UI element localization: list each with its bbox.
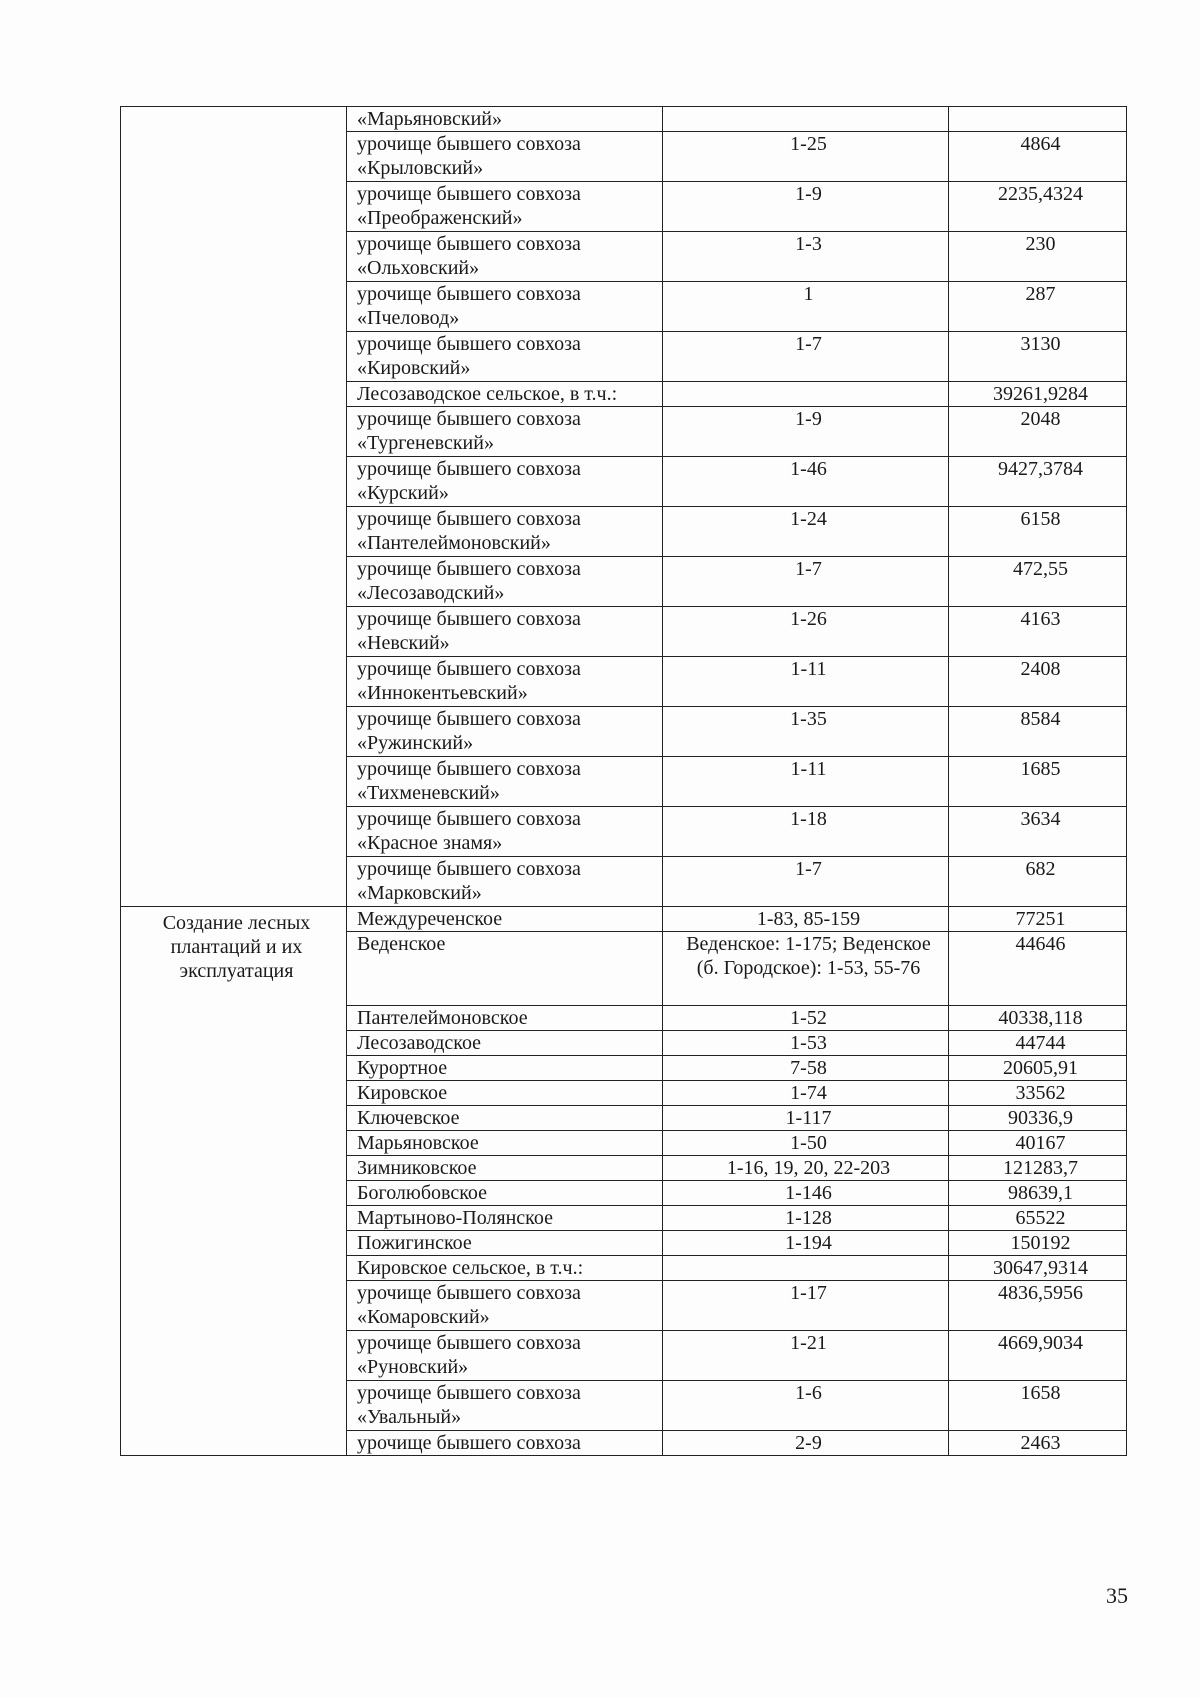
- area-value-cell: 1658: [949, 1381, 1127, 1431]
- quarter-numbers-cell: 1-7: [663, 857, 949, 907]
- area-value-cell: 4864: [949, 132, 1127, 182]
- area-name-cell: Кировское: [347, 1081, 663, 1106]
- area-name-cell: урочище бывшего совхоза «Кировский»: [347, 332, 663, 382]
- area-name-cell: урочище бывшего совхоза «Ружинский»: [347, 707, 663, 757]
- area-name-cell: Ключевское: [347, 1106, 663, 1131]
- quarter-numbers-cell: 1-9: [663, 407, 949, 457]
- quarter-numbers-cell: 1-17: [663, 1281, 949, 1331]
- area-value-cell: 20605,91: [949, 1056, 1127, 1081]
- area-value-cell: 44744: [949, 1031, 1127, 1056]
- area-value-cell: 33562: [949, 1081, 1127, 1106]
- quarter-numbers-cell: 7-58: [663, 1056, 949, 1081]
- forest-use-table: [120, 106, 1127, 1456]
- area-name-cell: урочище бывшего совхоза «Ольховский»: [347, 232, 663, 282]
- area-name-cell: урочище бывшего совхоза «Комаровский»: [347, 1281, 663, 1331]
- quarter-numbers-cell: [663, 382, 949, 407]
- area-value-cell: 9427,3784: [949, 457, 1127, 507]
- area-value-cell: 287: [949, 282, 1127, 332]
- area-value-cell: 98639,1: [949, 1181, 1127, 1206]
- quarter-numbers-cell: [663, 1256, 949, 1281]
- area-name-cell: урочище бывшего совхоза «Тургеневский»: [347, 407, 663, 457]
- quarter-numbers-cell: 1-194: [663, 1231, 949, 1256]
- quarter-numbers-cell: 1-16, 19, 20, 22-203: [663, 1156, 949, 1181]
- quarter-numbers-cell: 1-46: [663, 457, 949, 507]
- page-number: 35: [1106, 1583, 1128, 1608]
- area-name-cell: Пожигинское: [347, 1231, 663, 1256]
- quarter-numbers-cell: 1: [663, 282, 949, 332]
- table-row: [121, 107, 1127, 132]
- table-row: [121, 907, 1127, 932]
- area-value-cell: 4836,5956: [949, 1281, 1127, 1331]
- area-name-cell: урочище бывшего совхоза «Невский»: [347, 607, 663, 657]
- area-value-cell: 77251: [949, 907, 1127, 932]
- area-name-cell: урочище бывшего совхоза «Лесозаводский»: [347, 557, 663, 607]
- area-name-cell: урочище бывшего совхоза «Иннокентьевский»: [347, 657, 663, 707]
- quarter-numbers-cell: 1-35: [663, 707, 949, 757]
- area-name-cell: урочище бывшего совхоза «Крыловский»: [347, 132, 663, 182]
- quarter-numbers-cell: 1-11: [663, 757, 949, 807]
- area-name-cell: Кировское сельское, в т.ч.:: [347, 1256, 663, 1281]
- area-name-cell: урочище бывшего совхоза «Увальный»: [347, 1381, 663, 1431]
- area-value-cell: 6158: [949, 507, 1127, 557]
- area-value-cell: 39261,9284: [949, 382, 1127, 407]
- area-name-cell: Лесозаводское сельское, в т.ч.:: [347, 382, 663, 407]
- area-name-cell: Марьяновское: [347, 1131, 663, 1156]
- usage-type-cell: [121, 107, 347, 907]
- quarter-numbers-cell: 1-11: [663, 657, 949, 707]
- area-value-cell: 4163: [949, 607, 1127, 657]
- area-name-cell: Междуреченское: [347, 907, 663, 932]
- area-name-cell: урочище бывшего совхоза «Руновский»: [347, 1331, 663, 1381]
- area-name-cell: Мартыново-Полянское: [347, 1206, 663, 1231]
- quarter-numbers-cell: [663, 107, 949, 132]
- area-name-cell: урочище бывшего совхоза «Пчеловод»: [347, 282, 663, 332]
- area-name-cell: Лесозаводское: [347, 1031, 663, 1056]
- area-name-cell: урочище бывшего совхоза «Красное знамя»: [347, 807, 663, 857]
- quarter-numbers-cell: Веденское: 1-175; Веденское (б. Городское): 1-53, 55-76: [663, 932, 949, 1006]
- quarter-numbers-cell: 1-6: [663, 1381, 949, 1431]
- area-value-cell: 3634: [949, 807, 1127, 857]
- area-value-cell: 2408: [949, 657, 1127, 707]
- area-value-cell: 40338,118: [949, 1006, 1127, 1031]
- area-name-cell: урочище бывшего совхоза «Марковский»: [347, 857, 663, 907]
- area-value-cell: 230: [949, 232, 1127, 282]
- quarter-numbers-cell: 2-9: [663, 1431, 949, 1456]
- area-value-cell: 2048: [949, 407, 1127, 457]
- area-value-cell: 3130: [949, 332, 1127, 382]
- quarter-numbers-cell: 1-128: [663, 1206, 949, 1231]
- area-name-cell: Зимниковское: [347, 1156, 663, 1181]
- usage-type-cell: Создание лесных плантаций и их эксплуатация: [121, 907, 347, 1456]
- quarter-numbers-cell: 1-25: [663, 132, 949, 182]
- area-value-cell: 2463: [949, 1431, 1127, 1456]
- area-value-cell: 90336,9: [949, 1106, 1127, 1131]
- quarter-numbers-cell: 1-7: [663, 557, 949, 607]
- area-value-cell: 682: [949, 857, 1127, 907]
- area-name-cell: урочище бывшего совхоза «Пантелеймоновский»: [347, 507, 663, 557]
- quarter-numbers-cell: 1-53: [663, 1031, 949, 1056]
- area-value-cell: 40167: [949, 1131, 1127, 1156]
- area-value-cell: 65522: [949, 1206, 1127, 1231]
- quarter-numbers-cell: 1-74: [663, 1081, 949, 1106]
- area-value-cell: 30647,9314: [949, 1256, 1127, 1281]
- quarter-numbers-cell: 1-117: [663, 1106, 949, 1131]
- area-value-cell: 472,55: [949, 557, 1127, 607]
- quarter-numbers-cell: 1-21: [663, 1331, 949, 1381]
- area-name-cell: Пантелеймоновское: [347, 1006, 663, 1031]
- area-name-cell: Веденское: [347, 932, 663, 1006]
- area-value-cell: 2235,4324: [949, 182, 1127, 232]
- quarter-numbers-cell: 1-26: [663, 607, 949, 657]
- area-name-cell: Курортное: [347, 1056, 663, 1081]
- area-value-cell: 1685: [949, 757, 1127, 807]
- area-name-cell: урочище бывшего совхоза «Курский»: [347, 457, 663, 507]
- area-value-cell: 121283,7: [949, 1156, 1127, 1181]
- area-value-cell: 44646: [949, 932, 1127, 1006]
- quarter-numbers-cell: 1-7: [663, 332, 949, 382]
- area-name-cell: урочище бывшего совхоза «Тихменевский»: [347, 757, 663, 807]
- quarter-numbers-cell: 1-50: [663, 1131, 949, 1156]
- area-value-cell: 4669,9034: [949, 1331, 1127, 1381]
- quarter-numbers-cell: 1-18: [663, 807, 949, 857]
- area-name-cell: «Марьяновский»: [347, 107, 663, 132]
- area-name-cell: урочище бывшего совхоза: [347, 1431, 663, 1456]
- area-name-cell: Боголюбовское: [347, 1181, 663, 1206]
- quarter-numbers-cell: 1-52: [663, 1006, 949, 1031]
- quarter-numbers-cell: 1-3: [663, 232, 949, 282]
- area-value-cell: [949, 107, 1127, 132]
- area-value-cell: 8584: [949, 707, 1127, 757]
- quarter-numbers-cell: 1-24: [663, 507, 949, 557]
- quarter-numbers-cell: 1-83, 85-159: [663, 907, 949, 932]
- quarter-numbers-cell: 1-9: [663, 182, 949, 232]
- area-value-cell: 150192: [949, 1231, 1127, 1256]
- area-name-cell: урочище бывшего совхоза «Преображенский»: [347, 182, 663, 232]
- quarter-numbers-cell: 1-146: [663, 1181, 949, 1206]
